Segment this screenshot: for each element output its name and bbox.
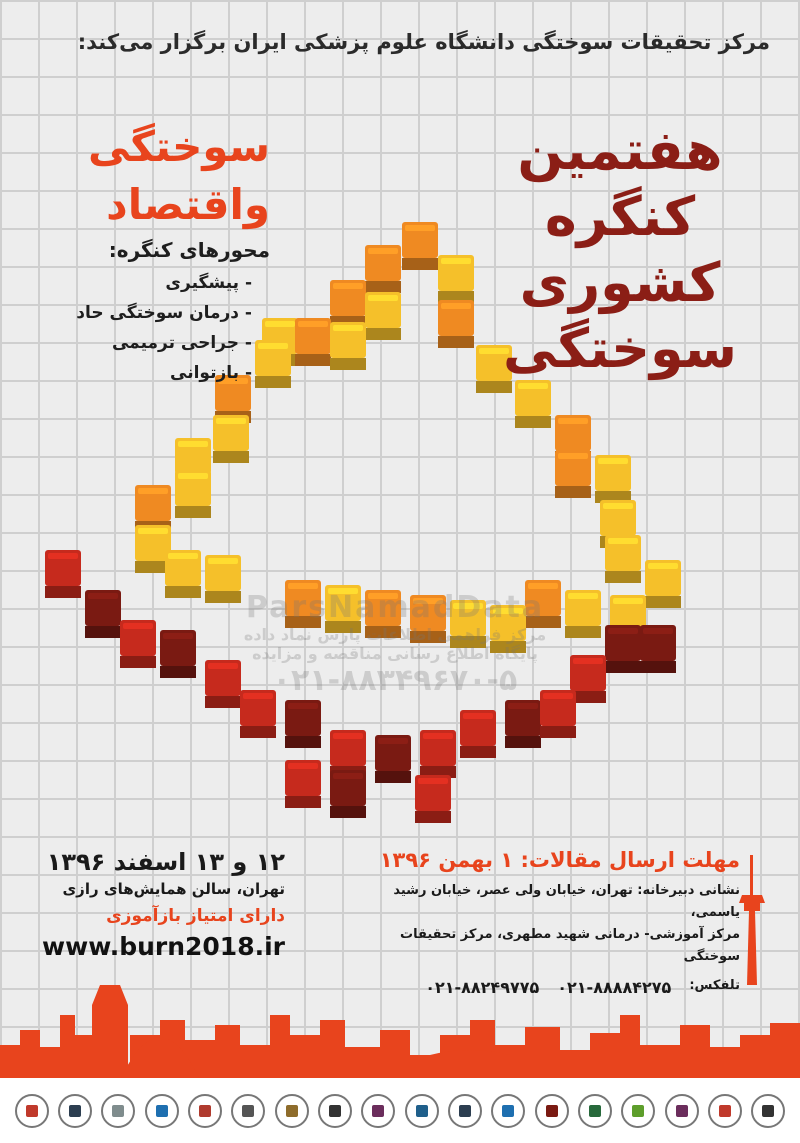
partner-logo-14-icon xyxy=(578,1094,612,1128)
partner-logo-6-icon xyxy=(231,1094,265,1128)
partner-logo-8-icon xyxy=(318,1094,352,1128)
partner-logo-2-icon xyxy=(58,1094,92,1128)
block-cube xyxy=(640,625,676,673)
event-credit: دارای امتیاز بازآموزی xyxy=(106,906,285,926)
axes-item: - پیشگیری xyxy=(165,273,252,293)
block-cube xyxy=(415,775,451,823)
axes-item: - درمان سوختگی حاد xyxy=(76,303,252,323)
block-cube xyxy=(515,380,551,428)
block-cube xyxy=(438,300,474,348)
block-cube xyxy=(120,620,156,668)
partner-logo-13-icon xyxy=(535,1094,569,1128)
watermark xyxy=(210,590,580,698)
block-cube xyxy=(165,550,201,598)
block-cube xyxy=(505,700,541,748)
watermark-phone: ۰۲۱-۸۸۳۴۹۶۷۰-۵ xyxy=(272,663,518,698)
partner-logo-15-icon xyxy=(621,1094,655,1128)
congress-title-line: کشوری xyxy=(519,251,721,314)
block-cube xyxy=(85,590,121,638)
address-line: مرکز آموزشی- درمانی شهید مطهری، مرکز تحقیقات سوختگی xyxy=(400,927,740,964)
block-cube xyxy=(330,770,366,818)
axes-item: - بازتوانی xyxy=(170,363,252,383)
theme-title-line: سوختگی xyxy=(88,122,270,171)
watermark-brand: ParsNamadData xyxy=(245,590,545,625)
block-cube xyxy=(330,280,366,328)
block-cube xyxy=(605,625,641,673)
congress-title xyxy=(490,118,750,382)
block-cube xyxy=(595,455,631,503)
block-cube xyxy=(365,245,401,293)
partner-logo-11-icon xyxy=(448,1094,482,1128)
partner-logo-18-icon xyxy=(751,1094,785,1128)
partner-logo-5-icon xyxy=(188,1094,222,1128)
event-date: ۱۲ و ۱۳ اسفند ۱۳۹۶ xyxy=(46,848,285,876)
axes-title: محورهای کنگره: xyxy=(108,238,270,262)
milad-tower-icon xyxy=(732,855,772,985)
block-cube xyxy=(45,550,81,598)
secretariat-address xyxy=(370,880,740,968)
phone-label: تلفکس: xyxy=(689,978,740,993)
phone-number: ۰۲۱-۸۸۲۴۹۷۷۵ xyxy=(425,978,540,997)
submission-deadline: مهلت ارسال مقالات: ۱ بهمن ۱۳۹۶ xyxy=(379,848,740,872)
partner-logo-9-icon xyxy=(361,1094,395,1128)
event-venue: تهران، سالن همایش‌های رازی xyxy=(62,880,285,898)
block-cube xyxy=(402,222,438,270)
organizer-line: مرکز تحقیقات سوختگی دانشگاه علوم پزشکی ایران برگزار می‌کند: xyxy=(77,30,770,54)
theme-title xyxy=(40,118,270,234)
block-cube xyxy=(365,292,401,340)
block-cube xyxy=(438,255,474,303)
partner-logo-7-icon xyxy=(275,1094,309,1128)
block-cube xyxy=(555,450,591,498)
event-info xyxy=(40,848,285,961)
partner-logo-12-icon xyxy=(491,1094,525,1128)
block-cube xyxy=(285,760,321,808)
theme-title-line: واقتصاد xyxy=(106,180,270,229)
partner-logo-10-icon xyxy=(405,1094,439,1128)
partner-logo-3-icon xyxy=(101,1094,135,1128)
watermark-line: پایگاه اطلاع رسانی مناقصه و مزایده xyxy=(252,644,538,663)
block-cube xyxy=(295,318,331,366)
partner-logo-4-icon xyxy=(145,1094,179,1128)
block-cube xyxy=(213,415,249,463)
city-skyline-icon xyxy=(0,975,800,1080)
block-cube xyxy=(460,710,496,758)
block-cube xyxy=(375,735,411,783)
phone-number: ۰۲۱-۸۸۸۸۴۲۷۵ xyxy=(557,978,672,997)
block-cube xyxy=(420,730,456,778)
block-cube xyxy=(605,535,641,583)
block-cube xyxy=(330,322,366,370)
partner-logos-bar xyxy=(0,1078,800,1143)
axes-item: - جراحی ترمیمی xyxy=(111,333,252,353)
watermark-line: مرکز فراهمی اطلاعات پارس نماد داده xyxy=(243,625,547,644)
block-cube xyxy=(645,560,681,608)
partner-logo-16-icon xyxy=(665,1094,699,1128)
congress-title-line: هفتمین xyxy=(517,119,723,182)
address-line: نشانی دبیرخانه: تهران، خیابان ولی عصر، خیابان رشید یاسمی، xyxy=(393,883,740,920)
event-website-link[interactable]: www.burn2018.ir xyxy=(42,932,285,961)
block-cube xyxy=(285,700,321,748)
block-cube xyxy=(175,470,211,518)
congress-axes xyxy=(30,238,270,388)
congress-title-line: سوختگی xyxy=(503,317,737,380)
congress-title-line: کنگره xyxy=(544,185,696,248)
partner-logo-17-icon xyxy=(708,1094,742,1128)
block-cube xyxy=(160,630,196,678)
partner-logo-1-icon xyxy=(15,1094,49,1128)
